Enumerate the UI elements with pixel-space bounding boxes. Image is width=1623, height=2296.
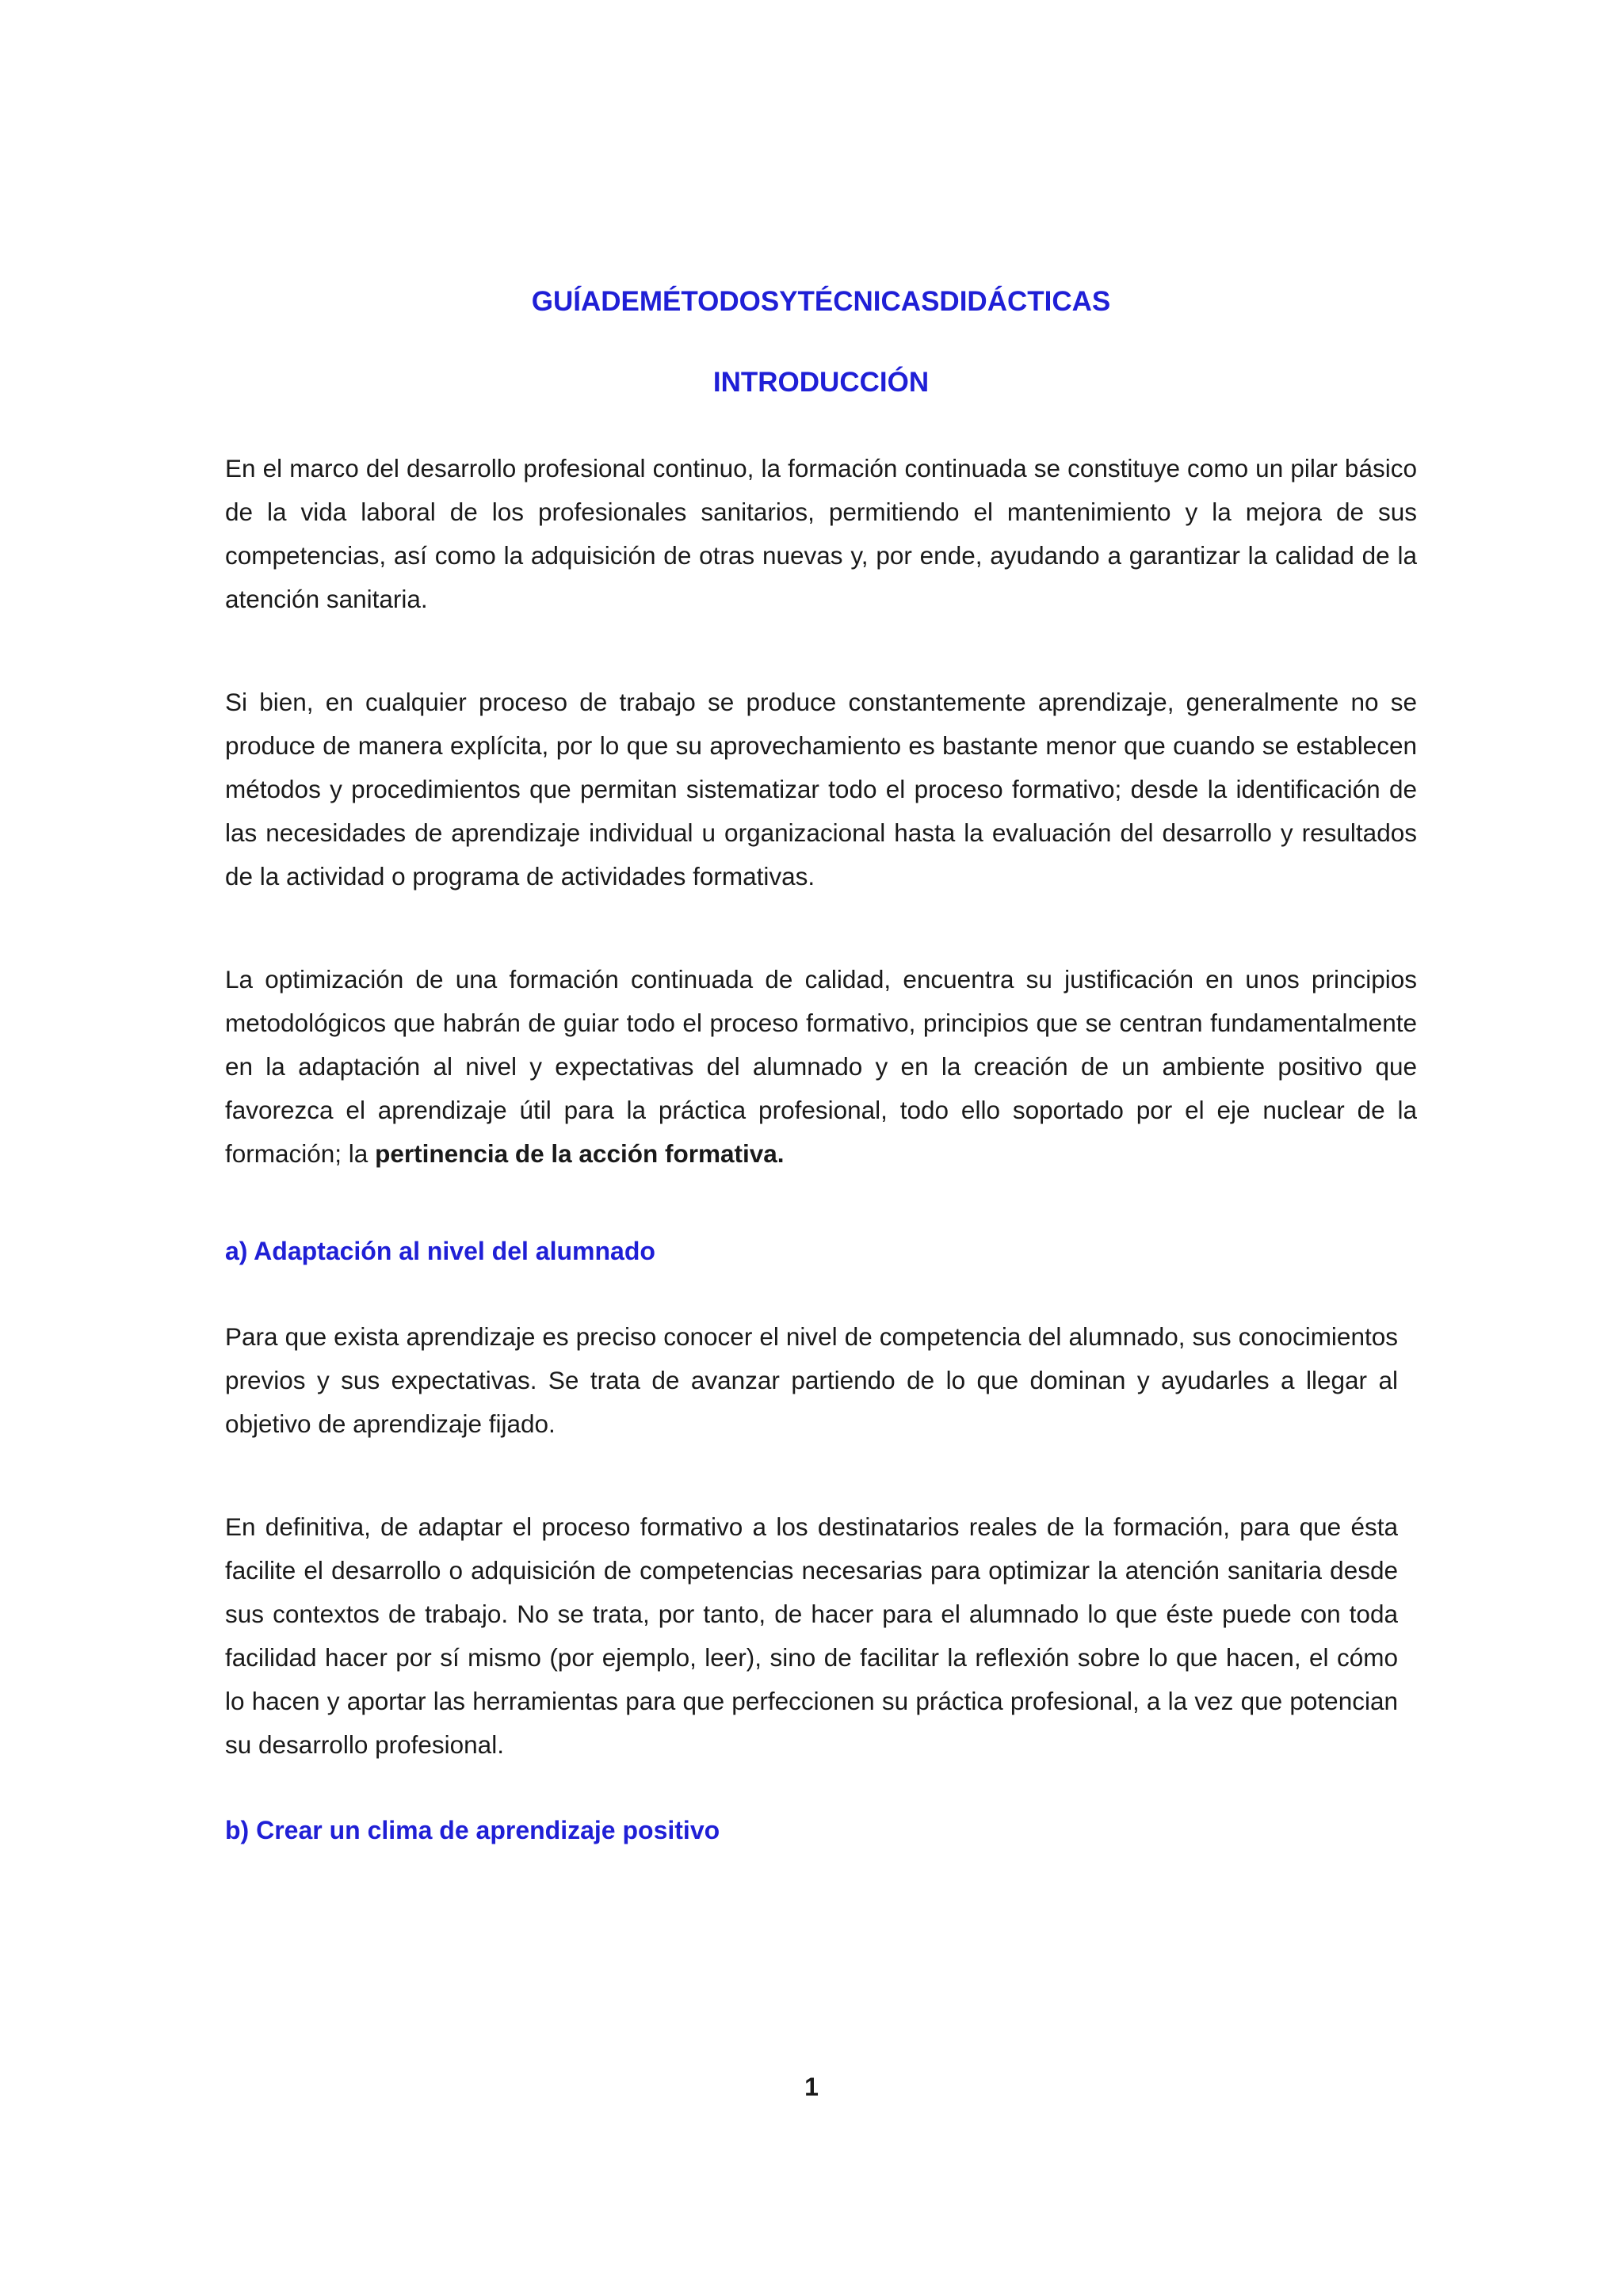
- paragraph-2: Si bien, en cualquier proceso de trabajo se produce constantemente aprendizaje, generalmente no se produce de manera explícita, por lo que su aprovechamiento es bastante menor que cuando se establecen métodos y procedimientos que permitan sistematizar todo el proceso formativo; desde la identificación de las necesidades de aprendizaje individual u organizacional hasta la evaluación del desarrollo y resultados de la actividad o programa de actividades formativas.: [225, 688, 1417, 891]
- page-number: 1: [804, 2073, 819, 2101]
- page-content: [225, 282, 1417, 1850]
- subheading-b: b) Crear un clima de aprendizaje positivo: [225, 1816, 720, 1844]
- paragraph-a2: En definitiva, de adaptar el proceso formativo a los destinatarios reales de la formación, para que ésta facilite el desarrollo o adquisición de competencias necesarias para optimizar la atención sanitaria desde sus contextos de trabajo. No se trata, por tanto, de hacer para el alumnado lo que éste puede con toda facilidad hacer por sí mismo (por ejemplo, leer), sino de facilitar la reflexión sobre lo que hacen, el cómo lo hacen y aportar las herramientas para que perfeccionen su práctica profesional, a la vez que potencian su desarrollo profesional.: [225, 1512, 1398, 1759]
- paragraph-a1: Para que exista aprendizaje es preciso conocer el nivel de competencia del alumnado, sus conocimientos previos y sus expectativas. Se trata de avanzar partiendo de lo que dominan y ayudarles a llegar al objetivo de aprendizaje fijado.: [225, 1322, 1398, 1438]
- subheading-a: a) Adaptación al nivel del alumnado: [225, 1237, 655, 1265]
- section-title: INTRODUCCIÓN: [712, 367, 930, 398]
- paragraph-1: En el marco del desarrollo profesional continuo, la formación continuada se constituye como un pilar básico de la vida laboral de los profesionales sanitarios, permitiendo el mantenimiento y la mejora de sus competencias, así como la adquisición de otras nuevas y, por ende, ayudando a garantizar la calidad de la atención sanitaria.: [225, 454, 1417, 613]
- document-title: GUÍADEMÉTODOSYTÉCNICASDIDÁCTICAS: [531, 286, 1111, 317]
- paragraph-3: [225, 958, 1417, 1176]
- paragraph-3-bold-text: pertinencia de la acción formativa.: [375, 1139, 785, 1168]
- paragraph-3-text: La optimización de una formación continuada de calidad, encuentra su justificación en unos principios metodológicos que habrán de guiar todo el proceso formativo, principios que se centran fundamentalmente en la adaptación al nivel y expectativas del alumnado y en la creación de un ambiente positivo que favorezca el aprendizaje útil para la práctica profesional, todo ello soportado por el eje nuclear de la formación; la: [225, 965, 1417, 1168]
